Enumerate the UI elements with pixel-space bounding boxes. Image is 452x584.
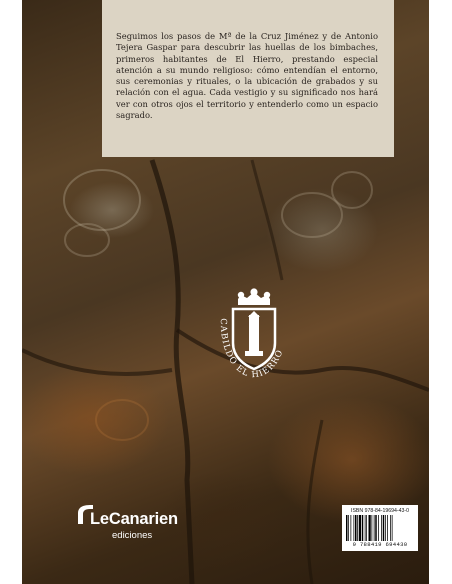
isbn-barcode (342, 505, 418, 551)
blurb-text: Seguimos los pasos de Mª de la Cruz Jiménez y de Antonio Tejera Gaspar para descubrir las huellas de los bimbaches, primeros habitantes de El Hierro, prestando especial atención a su mundo religioso: cómo entendían el entorno, sus ceremonias y rituales, o la ubicación de grabados y su relación con el agua. Cada vestigio y su significado nos hará ver con otros ojos el territorio y entenderlo como un espacio sagrado. (116, 31, 378, 121)
cabildo-emblem (211, 285, 297, 385)
crown-icon (238, 288, 270, 305)
emblem-text: CABILDO EL HIERRO (217, 318, 286, 381)
publisher-logo (76, 500, 186, 542)
isbn-label: ISBN 978-84-19694-43-0 (351, 508, 409, 514)
barcode-bars (346, 515, 414, 541)
publisher-name: LeCanarien (90, 510, 178, 528)
publisher-subtitle: ediciones (112, 530, 153, 541)
back-cover (22, 0, 429, 584)
barcode-digits: 9 788419 694430 (352, 541, 408, 548)
blurb-panel (102, 0, 394, 157)
